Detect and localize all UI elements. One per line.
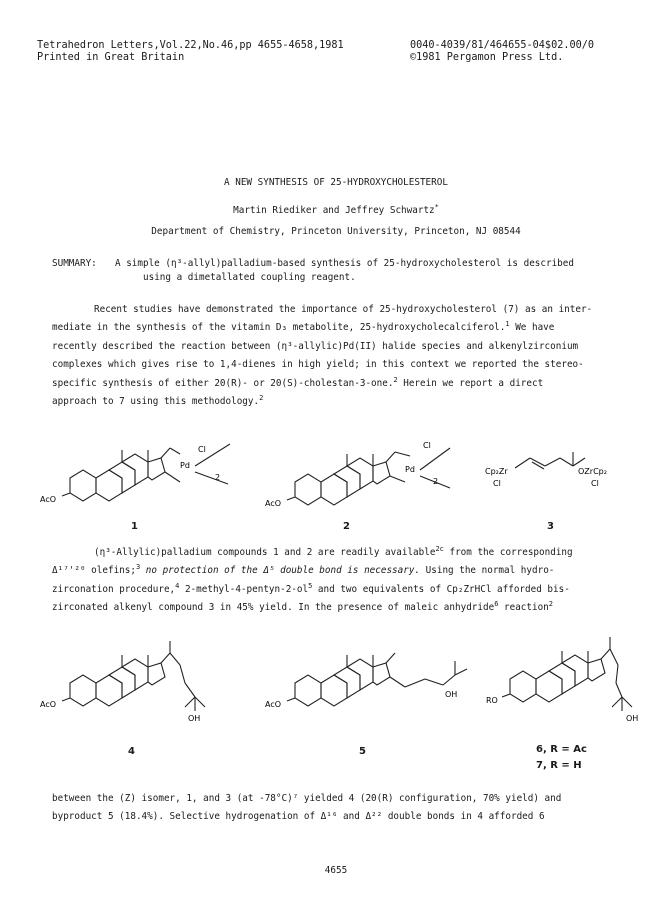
p2-l4-sup2: 2 [548,600,553,609]
s2-pd: Pd [405,465,415,474]
p1-line-1: Recent studies have demonstrated the importance of 25-hydroxycholesterol (7) as an inter- [94,304,593,315]
p2-l4b: reaction [498,602,549,614]
label-compound-4: 4 [128,746,135,757]
s6-ro: RO [486,696,498,705]
s3-ozrcp2: OZrCp₂ [578,467,607,476]
s3-cl-2: Cl [591,479,599,488]
p2-l4a: zirconated alkenyl compound 3 in 45% yield. In the presence of maleic anhydride [52,602,495,614]
p2-line-1 [52,544,612,562]
summary-label: SUMMARY: [52,258,97,269]
p3-line-2: byproduct 5 (18.4%). Selective hydrogenation of Δ¹⁶ and Δ²² double bonds in 4 afforded 6 [52,811,545,823]
p1-l6-sup: 2 [259,393,264,402]
p2-line-4 [52,599,612,617]
s5-aco: AcO [265,700,282,709]
s3-cp2zr: Cp₂Zr [485,467,508,476]
s1-two: 2 [215,473,221,482]
p2-l3-sup: 4 [175,581,180,590]
p1-l2-sup: 1 [505,320,510,329]
s5-oh: OH [445,690,458,699]
p2-l3a: zirconation procedure, [52,583,176,595]
s4-oh: OH [188,714,201,723]
p2-line-3 [52,581,612,599]
structures-row-2 [40,635,640,745]
p1-l5b: Herein we report a direct [397,377,544,389]
s3-cl-1: Cl [493,479,501,488]
page-number: 4655 [324,865,348,876]
label-compound-2: 2 [343,521,350,532]
paragraph-3 [52,790,612,827]
p1-l5-sup: 2 [393,375,398,384]
p2-l4-sup: 6 [494,600,499,609]
structure-2 [265,441,450,508]
p1-l2b: We have [509,322,555,334]
s6-oh: OH [626,714,639,723]
structure-3 [485,452,607,488]
printed-in: Printed in Great Britain [37,52,185,63]
journal-citation: Tetrahedron Letters,Vol.22,No.46,pp 4655-4658,1981 [37,40,344,51]
p1-line-3: recently described the reaction between (η³-allylic)Pd(II) halide species and alkenylzirconium [52,340,579,352]
authors [0,202,672,220]
p1-line-2 [52,319,612,337]
issn-code: 0040-4039/81/464655-04$02.00/0 [410,40,595,51]
s2-cl: Cl [423,441,431,450]
p2-l2a: Δ¹⁷'²⁰ olefins; [52,565,136,577]
paragraph-1 [52,301,612,411]
s1-aco: AcO [40,495,57,504]
p2-line-2 [52,562,612,580]
s2-aco: AcO [265,499,282,508]
label-compound-5: 5 [359,746,366,757]
paper-title: A NEW SYNTHESIS OF 25-HYDROXYCHOLESTEROL [224,177,448,188]
label-compound-3: 3 [547,521,554,532]
author-mark: * [434,202,439,211]
p2-l3-sup2: 5 [308,581,313,590]
summary-line-2: using a dimetallated coupling reagent. [143,272,356,283]
p2-l1-sup: 2c [435,544,444,553]
label-compound-1: 1 [131,521,138,532]
s1-cl: Cl [198,445,206,454]
p2-l3c: and two equivalents of Cp₂ZrHCl afforded bis- [312,583,570,595]
s4-aco: AcO [40,700,57,709]
p2-l1a: (η³-Allylic)palladium compounds 1 and 2 are readily available [94,547,436,558]
label-compound-7: 7, R = H [536,760,582,771]
p1-line-5 [52,375,612,393]
p1-line-4: complexes which gives rise to 1,4-dienes in high yield; in this context we reported the stereo- [52,359,584,371]
p1-l5a: specific synthesis of either 20(R)- or 20(S)-cholestan-3-one. [52,377,394,389]
s1-pd: Pd [180,461,190,470]
p2-l2b: Using the normal hydro- [420,565,555,577]
author-names: Martin Riediker and Jeffrey Schwartz [233,205,435,216]
summary-line-1: A simple (η³-allyl)palladium-based synthesis of 25-hydroxycholesterol is described [115,258,574,269]
p1-l6a: approach to 7 using this methodology. [52,396,260,408]
structure-1 [40,444,230,504]
s2-two: 2 [433,477,439,486]
p2-l2-italic: no protection of the Δ⁵ double bond is necessary. [140,565,421,577]
affiliation: Department of Chemistry, Princeton University, Princeton, NJ 08544 [151,226,521,237]
structure-5 [265,653,467,709]
p3-line-1: between the (Z) isomer, 1, and 3 (at -78°C)⁷ yielded 4 (20(R) configuration, 70% yield) and [52,793,562,804]
structure-4 [40,641,205,723]
p1-l2a: mediate in the synthesis of the vitamin D₃ metabolite, 25-hydroxycholecalciferol. [52,322,506,334]
structure-6-7 [486,637,638,723]
label-compound-6: 6, R = Ac [536,744,587,755]
p2-l1b: from the corresponding [443,547,573,558]
p2-l2-sup: 3 [135,563,141,572]
p2-l3b: 2-methyl-4-pentyn-2-ol [179,583,309,595]
copyright: ©1981 Pergamon Press Ltd. [410,52,564,63]
paragraph-2 [52,544,612,618]
p1-line-6 [52,393,612,411]
